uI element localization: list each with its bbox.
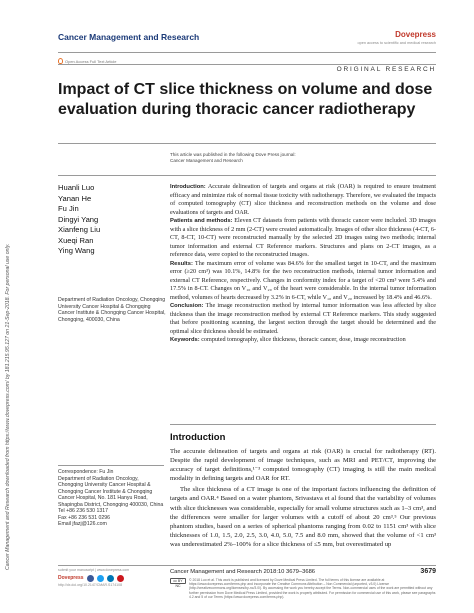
- introduction-body: [170, 447, 436, 551]
- author-name: Fu Jin: [58, 204, 79, 213]
- author-name: Xueqi Ran: [58, 235, 94, 245]
- footer-rule: [58, 565, 436, 566]
- footer-promo: [58, 568, 168, 587]
- publication-note: [170, 152, 296, 165]
- twitter-icon[interactable]: [97, 575, 104, 582]
- correspondence-label: Correspondence: Fu Jin: [58, 469, 114, 475]
- correspondence-address: Department of Radiation Oncology, Chongqing University Cancer Hospital & Chongqing Cancer Institute & Chongqing Cancer Hospital, No. 181 Hanyu Road, Shapingba District, Chongqing 400030, China: [58, 475, 164, 508]
- download-side-note: [5, 70, 23, 570]
- author-name: Ying Wang: [58, 246, 95, 255]
- correspondence-email[interactable]: Email jfazj@126.com: [58, 521, 107, 528]
- publication-note-line2: Cancer Management and Research: [170, 158, 243, 164]
- doi-link[interactable]: http://dx.doi.org/10.2147/CMAR.S174108: [58, 582, 123, 587]
- abstract-text: Accurate delineation of targets and organs at risk (OAR) is required to ensure treatment efficacy and minimize risk of normal tissue toxicity with radiotherapy. Therefore, we evaluated the impacts of computed tomography (CT) slice thickness and reconstruction methods on the volume and dose evaluations of targets and OAR.: [170, 183, 436, 216]
- abstract-label: Introduction:: [170, 184, 206, 190]
- abstract-text: The image reconstruction method by internal tumor information was less affected by slice thickness than the image reconstruction method by external CT Reference markers. This study suggested that before positioning scanning, the largest section through the target should be determined and the optimal slice thickness should be estimated.: [170, 302, 436, 335]
- paragraph: The slice thickness of a CT image is one of the important factors influencing the definition of targets and OAR.⁴ Based on a water phantom, Srivastava et al found that the variability of volumes with slice thicknesses was considerable, especially for small volume structures such as 1–3 cm³, and the differences were smaller for larger volumes with a cutoff of about 20 cm³.⁵ Our previous phantom studies, based on a series of spherical phantoms ranging from 0.02 to 1151 cm³ with slice thicknesses of 1.0, 1.5, 2.0, 2.5, 3.0, 4.0, 5.0, 7.5 and 8.0 mm, showed that the volume of <1 cm³ was underestimated 2%–100% for a slice thickness of ≤5 mm, but overestimated up: [170, 486, 436, 548]
- journal-name[interactable]: Cancer Management and Research: [58, 32, 200, 42]
- author-affiliation: Department of Radiation Oncology, Chongqing University Cancer Hospital & Chongqing Cancer Institute & Chongqing Cancer Hospital, Chongqing, 400030, China: [58, 297, 166, 323]
- abstract-text: Eleven CT datasets from patients with thoracic cancer were included. 3D images with a slice thickness of 2 mm (2-CT) were created automatically. Images of other slice thickness (4-CT, 6-CT, 8-CT, 10-CT) were reconstructed manually by the selected 2D images using two methods; internal tumor information and external CT Reference markers. Structures and plans on 2-CT images, as a reference data, were copied to the reconstructed images.: [170, 217, 436, 258]
- side-note-text: Cancer Management and Research downloaded from https://www.dovepress.com/ by 181.215.95.127 on 21-Sep-2018. For personal use only.: [5, 243, 11, 570]
- submit-link[interactable]: submit your manuscript | www.dovepress.com: [58, 568, 130, 572]
- abstract: [170, 183, 436, 345]
- publisher-brand[interactable]: Dovepress: [58, 575, 84, 581]
- abstract-label: Results:: [170, 260, 193, 267]
- title-bottom-rule: [58, 143, 436, 144]
- header-rule: [58, 52, 436, 53]
- publication-note-line1: This article was published in the following Dove Press journal:: [170, 152, 296, 157]
- open-access-text: Open Access Full Text Article: [65, 58, 117, 64]
- creative-commons-icon[interactable]: cc BY NC: [170, 578, 186, 584]
- page-number: 3679: [420, 568, 436, 575]
- publisher-tagline: open access to scientific and medical research: [357, 41, 436, 45]
- author-name: Xianfeng Liu: [58, 225, 101, 234]
- correspondence-fax: Fax +86 236 531 0296: [58, 514, 111, 521]
- abstract-methods: [170, 217, 436, 260]
- abstract-label: Keywords:: [170, 337, 200, 343]
- social-row: [58, 575, 168, 582]
- correspondence-rule: [58, 465, 164, 466]
- license-block: [170, 578, 436, 599]
- correspondence-tel: Tel +86 236 530 1317: [58, 508, 109, 515]
- article-type: ORIGINAL RESEARCH: [336, 66, 436, 73]
- facebook-icon[interactable]: [87, 575, 94, 582]
- author-name: Dingyi Yang: [58, 214, 99, 224]
- correspondence-block: [58, 469, 164, 528]
- abstract-top-rule: [58, 175, 436, 176]
- author-name: Yanan He: [58, 193, 92, 203]
- author-name: Huanli Luo: [58, 183, 95, 192]
- title-top-rule: [58, 64, 436, 65]
- section-heading: Introduction: [170, 432, 226, 443]
- journal-header: [58, 30, 436, 52]
- paragraph: The accurate delineation of targets and organs at risk (OAR) is crucial for radiotherapy (RT). Despite the rapid development of image techniques, such as MRI and PET/CT, improving the accuracy of target definitions,¹⁻³ computed tomography (CT) imaging is still the main medical modality in defining targets and OAR for RT.: [170, 448, 436, 483]
- abstract-conclusion: [170, 302, 436, 336]
- abstract-introduction: [170, 183, 436, 217]
- footer-citation: Cancer Management and Research 2018:10 3679–3686: [170, 569, 316, 575]
- abstract-label: Conclusion:: [170, 303, 204, 309]
- publisher-logo[interactable]: Dovepress: [395, 30, 436, 39]
- linkedin-icon[interactable]: [107, 575, 114, 582]
- author-list: [58, 183, 100, 257]
- abstract-keywords: [170, 336, 436, 345]
- license-text: © 2018 Luo et al. This work is published and licensed by Dove Medical Press Limited. The full terms of this license are available at https://www.dovepress.com/terms.php and incorporate the Creative Commons Attribution – Non Commercial (unported, v3.0) License (http://creativecommons.org/licenses/by-nc/3.0/). By accessing the work you hereby accept the Terms. Non-commercial uses of the work are permitted without any further permission from Dove Medical Press Limited, provided the work is properly attributed. For permission for commercial use of this work, please see paragraphs 4.2 and 5 of our Terms (https://www.dovepress.com/terms.php).: [189, 578, 436, 599]
- abstract-bottom-rule: [170, 424, 436, 425]
- article-title: Impact of CT slice thickness on volume and dose evaluation during thoracic cancer radiotherapy: [58, 81, 433, 118]
- abstract-text: The maximum error of volume was 84.6% for the smallest target in 10-CT, and the maximum error (≥20 cm³) was 10.1%, 14.8% for the two reconstruction methods, internal tumor information and external CT Reference, respectively. Changes in conformity index for a target of <20 cm³ were 5.4% and 17.5% in 8-CT. Changes on V₁₀ and V₂₀ of the heart were considerable. In the internal tumor information method, volumes of hearts decreased by 3.2% in 6-CT, while V₁₀ and V₂₀ increased by 18.4% and 46.6%.: [170, 259, 436, 301]
- youtube-icon[interactable]: [117, 575, 124, 582]
- abstract-text: computed tomography, slice thickness, thoracic cancer, dose, image reconstruction: [201, 336, 406, 343]
- abstract-results: [170, 260, 436, 303]
- abstract-label: Patients and methods:: [170, 218, 233, 224]
